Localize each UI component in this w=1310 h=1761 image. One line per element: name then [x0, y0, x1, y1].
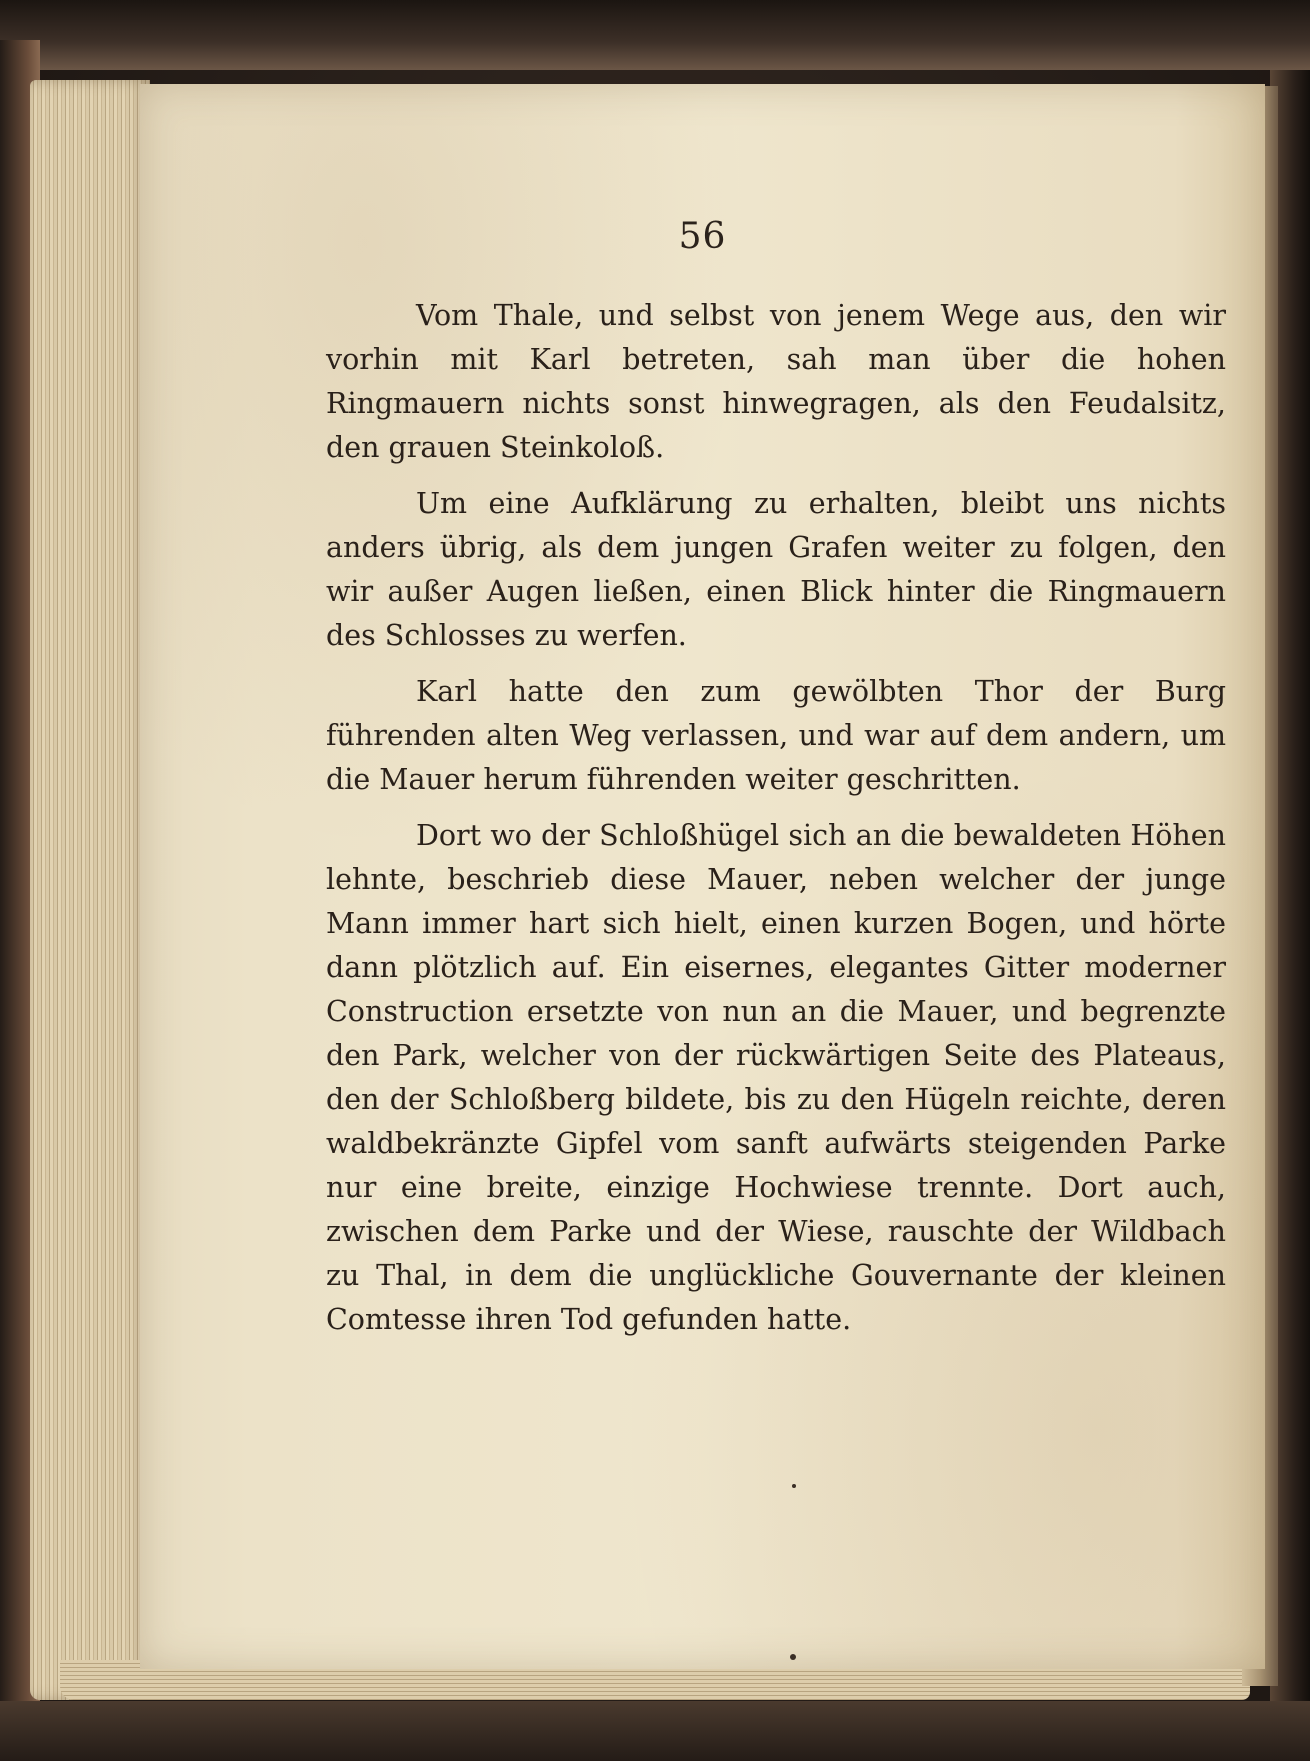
paragraph-3: Karl hatte den zum gewölbten Thor der Burg führenden alten Weg verlassen, und war auf dem andern, um die Mauer herum führenden weiter geschritten.: [326, 675, 1226, 796]
paragraph-4: Dort wo der Schloßhügel sich an die bewaldeten Höhen lehnte, beschrieb diese Mauer, neben welcher der junge Mann immer hart sich hielt, einen kurzen Bogen, und hörte dann plötzlich auf. Ein eisernes, elegantes Gitter moderner Construction ersetzte von nun an die Mauer, und begrenzte den Park, welcher von der rückwärtigen Seite des Plateaus, den der Schloßberg bildete, bis zu den Hügeln reichte, deren waldbekränzte Gipfel vom sanft aufwärts steigenden Parke nur eine breite, einzige Hochwiese trennte. Dort auch, zwischen dem Parke und der Wiese, rauschte der Wildbach zu Thal, in dem die unglückliche Gouvernante der kleinen Comtesse ihren Tod gefunden hatte.: [326, 819, 1226, 1336]
book-cover-bottom-edge: [0, 1701, 1310, 1761]
book-cover-top-edge: [0, 0, 1310, 70]
paragraph-1: Vom Thale, und selbst von jenem Wege aus, den wir vorhin mit Karl betreten, sah man über die hohen Ringmauern nichts sonst hinwegragen, als den Feudalsitz, den grauen Steinkoloß.: [326, 299, 1226, 464]
ink-speck: [790, 1654, 796, 1660]
ink-speck: [792, 1484, 796, 1488]
paragraph-2: Um eine Aufklärung zu erhalten, bleibt uns nichts anders übrig, als dem jungen Grafen weiter zu folgen, den wir außer Augen ließen, einen Blick hinter die Ringmauern des Schlosses zu werfen.: [326, 487, 1226, 652]
page-number: 56: [678, 216, 727, 257]
page-stack-left: [30, 80, 150, 1700]
page-body-text: [326, 294, 1226, 1342]
book-page: [140, 84, 1265, 1669]
